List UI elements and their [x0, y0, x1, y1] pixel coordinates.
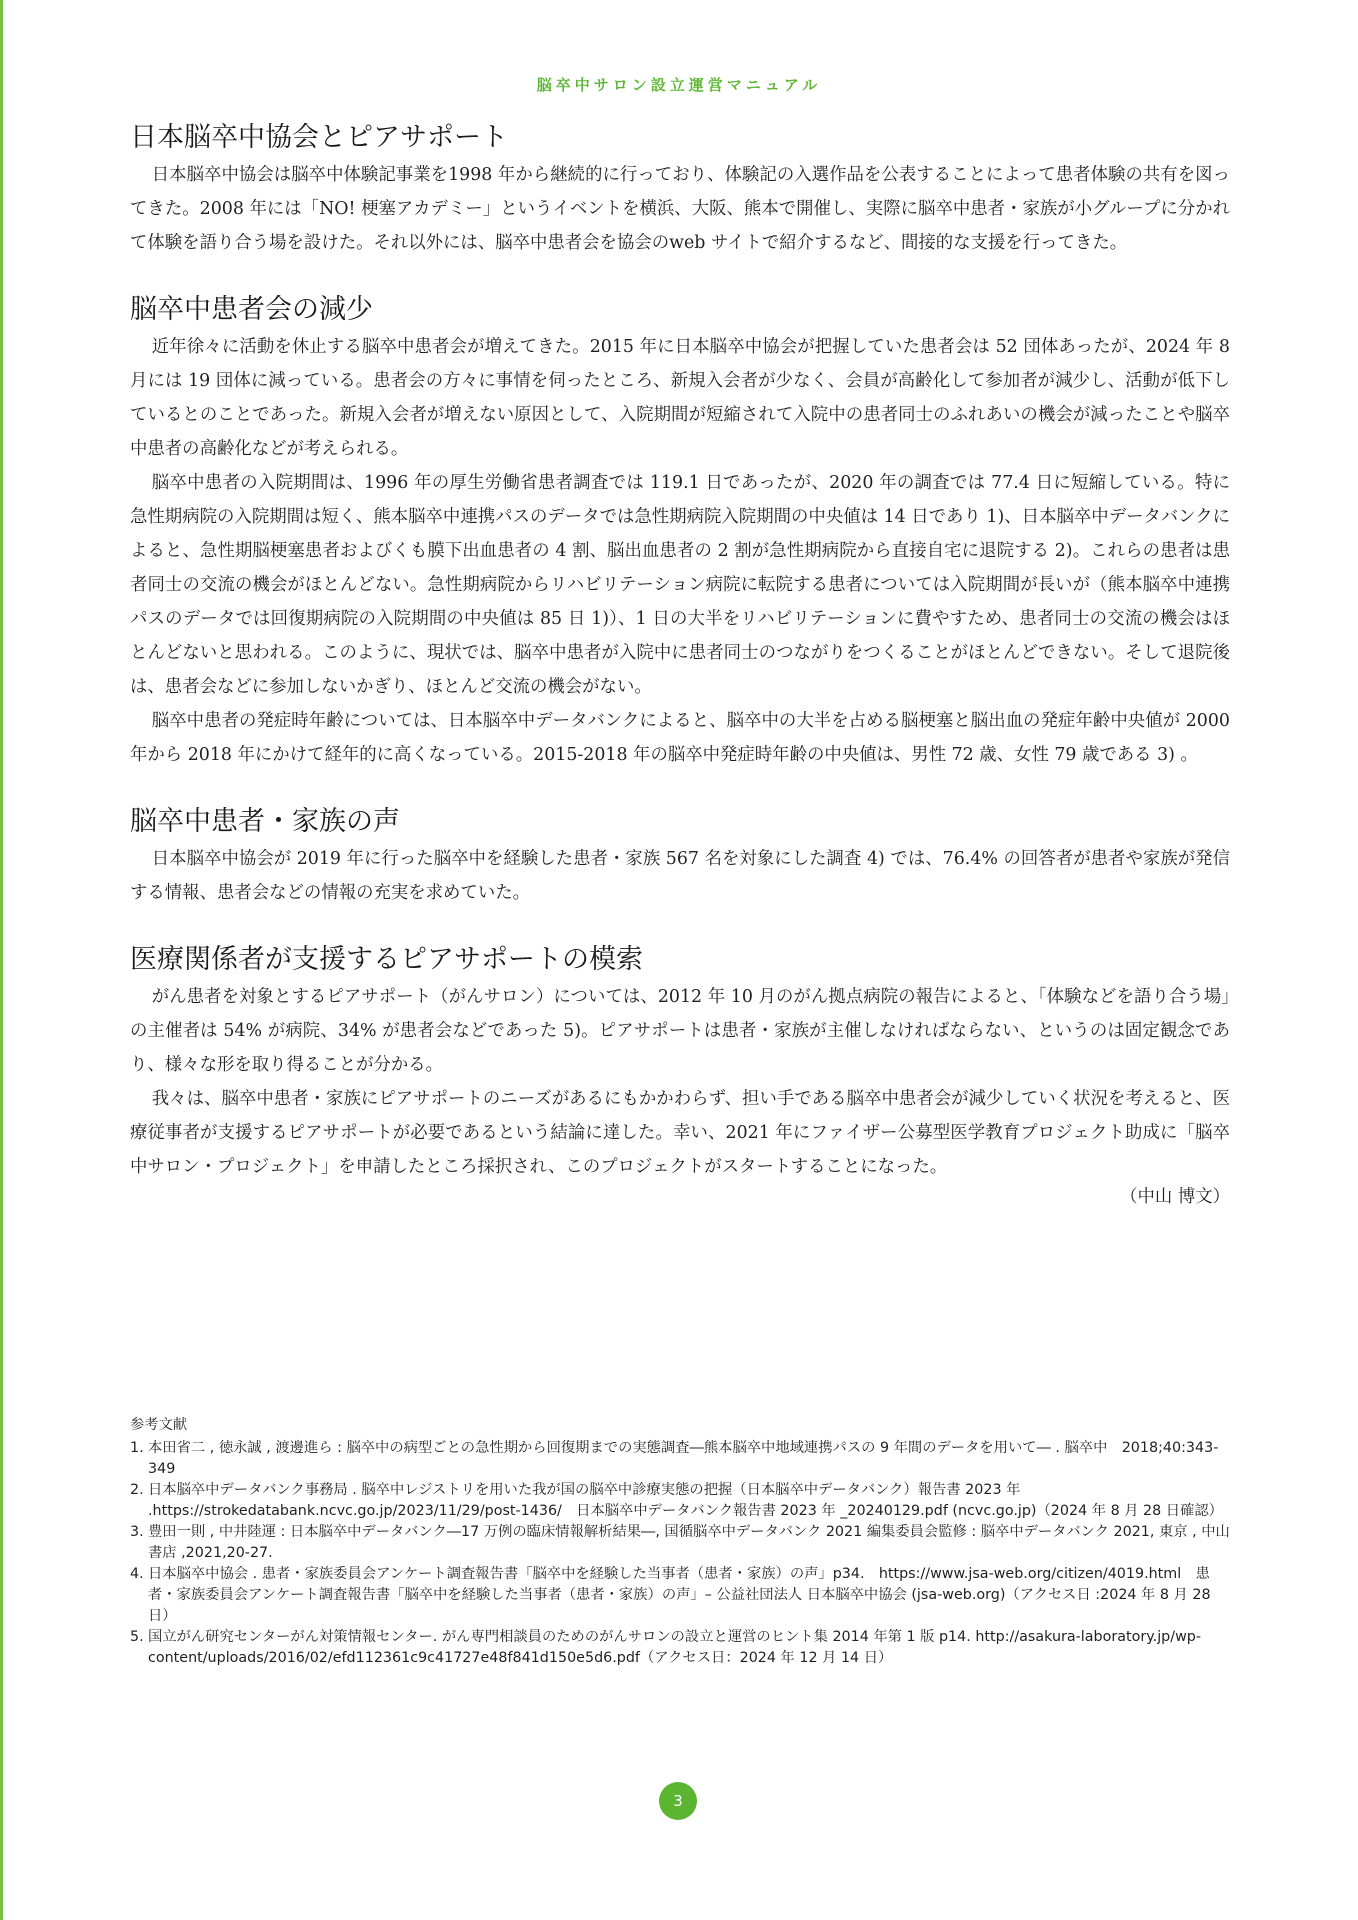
section-patient-voices	[130, 802, 1230, 910]
section-peer-support	[130, 118, 1230, 260]
paragraph: がん患者を対象とするピアサポート（がんサロン）については、2012 年 10 月のがん拠点病院の報告によると、「体験などを語り合う場」の主催者は 54% が病院、34% が患者会などであった 5)。ピアサポートは患者・家族が主催しなければならない、というのは固定観念であり、様々な形を取り得ることが分かる。	[130, 987, 1230, 1075]
paragraph: 日本脳卒中協会が 2019 年に行った脳卒中を経験した患者・家族 567 名を対象にした調査 4) では、76.4% の回答者が患者や家族が発信する情報、患者会などの情報の充実を求めていた。	[130, 849, 1230, 903]
reference-item	[130, 1480, 1230, 1522]
page-edge-line	[0, 0, 3, 1920]
reference-number: 3.	[130, 1524, 144, 1540]
section-heading: 医療関係者が支援するピアサポートの模索	[130, 944, 643, 975]
references-title: 参考文献	[130, 1417, 188, 1433]
reference-number: 5.	[130, 1629, 144, 1645]
author-credit: （中山 博文）	[1120, 1187, 1230, 1207]
section-heading: 脳卒中患者・家族の声	[130, 806, 400, 837]
paragraph: 脳卒中患者の発症時年齢については、日本脳卒中データバンクによると、脳卒中の大半を占める脳梗塞と脳出血の発症年齢中央値が 2000 年から 2018 年にかけて経年的に高くなっている。2015-2018 年の脳卒中発症時年齢の中央値は、男性 72 歳、女性 79 歳である 3) 。	[130, 711, 1230, 765]
page-number-badge: 3	[659, 1782, 697, 1820]
section-medical-supported-peer-support	[130, 940, 1230, 1214]
paragraph: 我々は、脳卒中患者・家族にピアサポートのニーズがあるにもかかわらず、担い手である脳卒中患者会が減少していく状況を考えると、医療従事者が支援するピアサポートが必要であるという結論に達した。幸い、2021 年にファイザー公募型医学教育プロジェクト助成に「脳卒中サロン・プロジェクト」を申請したところ採択され、このプロジェクトがスタートすることになった。	[130, 1089, 1230, 1177]
reference-text: 日本脳卒中協会 . 患者・家族委員会アンケート調査報告書「脳卒中を経験した当事者（患者・家族）の声」p34. https://www.jsa-web.org/citizen/4019.html 患者・家族委員会アンケート調査報告書「脳卒中を経験した当事者（患者・家族）の声」– 公益社団法人 日本脳卒中協会 (jsa-web.org)（アクセス日 :2024 年 8 月 28 日）	[148, 1566, 1211, 1624]
reference-text: 日本脳卒中データバンク事務局 . 脳卒中レジストリを用いた我が国の脳卒中診療実態の把握（日本脳卒中データバンク）報告書 2023 年 .https://strokedatabank.ncvc.go.jp/2023/11/29/post-1436/ 日本脳卒中データバンク報告書 2023 年 _20240129.pdf (ncvc.go.jp)（2024 年 8 月 28 日確認）	[148, 1482, 1223, 1519]
paragraph: 日本脳卒中協会は脳卒中体験記事業を1998 年から継続的に行っており、体験記の入選作品を公表することによって患者体験の共有を図ってきた。2008 年には「NO! 梗塞アカデミー」というイベントを横浜、大阪、熊本で開催し、実際に脳卒中患者・家族が小グループに分かれて体験を語り合う場を設けた。それ以外には、脳卒中患者会を協会のweb サイトで紹介するなど、間接的な支援を行ってきた。	[130, 165, 1230, 253]
section-heading: 日本脳卒中協会とピアサポート	[130, 122, 508, 153]
article-body	[130, 118, 1230, 1244]
reference-item	[130, 1438, 1230, 1480]
reference-text: 国立がん研究センターがん対策情報センター. がん専門相談員のためのがんサロンの設立と運営のヒント集 2014 年第 1 版 p14. http://asakura-laboratory.jp/wp-content/uploads/2016/02/efd112361c9c41727e48f841d150e5d6.pdf（アクセス日：2024 年 12 月 14 日）	[148, 1629, 1201, 1666]
reference-item	[130, 1627, 1230, 1669]
section-patient-group-decline	[130, 290, 1230, 772]
reference-item	[130, 1522, 1230, 1564]
reference-item	[130, 1564, 1230, 1627]
running-header: 脳卒中サロン設立運営マニュアル	[536, 76, 822, 94]
reference-number: 1.	[130, 1440, 144, 1456]
reference-text: 本田省二 , 徳永誠 , 渡邊進ら : 脳卒中の病型ごとの急性期から回復期までの実態調査―熊本脳卒中地域連携パスの 9 年間のデータを用いて― . 脳卒中 2018;40:343-349	[148, 1440, 1219, 1477]
paragraph: 近年徐々に活動を休止する脳卒中患者会が増えてきた。2015 年に日本脳卒中協会が把握していた患者会は 52 団体あったが、2024 年 8 月には 19 団体に減っている。患者会の方々に事情を伺ったところ、新規入会者が少なく、会員が高齢化して参加者が減少し、活動が低下しているとのことであった。新規入会者が増えない原因として、入院期間が短縮されて入院中の患者同士のふれあいの機会が減ったことや脳卒中患者の高齢化などが考えられる。	[130, 337, 1230, 459]
paragraph: 脳卒中患者の入院期間は、1996 年の厚生労働省患者調査では 119.1 日であったが、2020 年の調査では 77.4 日に短縮している。特に急性期病院の入院期間は短く、熊本脳卒中連携パスのデータでは急性期病院入院期間の中央値は 14 日であり 1)、日本脳卒中データバンクによると、急性期脳梗塞患者およびくも膜下出血患者の 4 割、脳出血患者の 2 割が急性期病院から直接自宅に退院する 2)。これらの患者は患者同士の交流の機会がほとんどない。急性期病院からリハビリテーション病院に転院する患者については入院期間が長いが（熊本脳卒中連携パスのデータでは回復期病院の入院期間の中央値は 85 日 1)）、1 日の大半をリハビリテーションに費やすため、患者同士の交流の機会はほとんどないと思われる。このように、現状では、脳卒中患者が入院中に患者同士のつながりをつくることがほとんどできない。そして退院後は、患者会などに参加しないかぎり、ほとんど交流の機会がない。	[130, 473, 1230, 697]
section-heading: 脳卒中患者会の減少	[130, 294, 373, 325]
reference-number: 4.	[130, 1566, 144, 1582]
reference-number: 2.	[130, 1482, 144, 1498]
references	[130, 1415, 1230, 1669]
reference-text: 豊田一則 , 中井陸運 : 日本脳卒中データバンク―17 万例の臨床情報解析結果―, 国循脳卒中データバンク 2021 編集委員会監修 : 脳卒中データバンク 2021, 東京 , 中山書店 ,2021,20-27.	[148, 1524, 1230, 1561]
